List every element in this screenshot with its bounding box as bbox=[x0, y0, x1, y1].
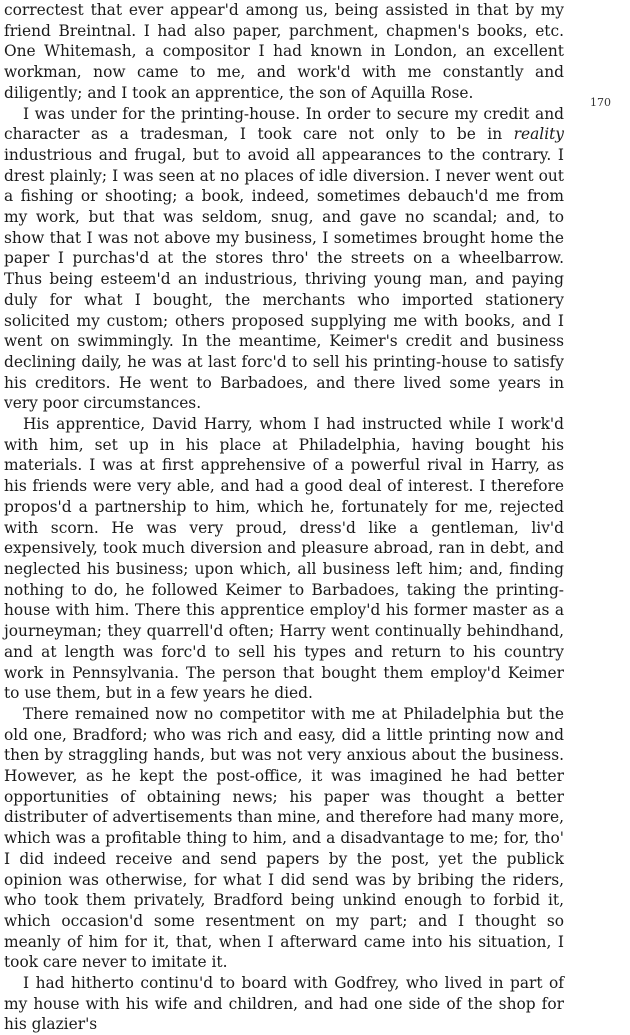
paragraph-text: I was under for the printing-house. In order to secure my credit and character as a tradesman, I took care not only to be in bbox=[4, 104, 564, 144]
paragraph-text: industrious and frugal, but to avoid all appearances to the contrary. I drest plainly; I was seen at no places of idle diversion. I never went out a fishing or shooting; a book, indeed, sometimes debauch'd me from my work, but that was seldom, snug, and gave no scandal; and, to show that I was not above my business, I sometimes brought home the paper I purchas'd at the stores thro' the streets on a wheelbarrow. Thus being esteem'd an industrious, thriving young man, and paying duly for what I bought, the merchants who imported stationery solicited my custom; others proposed supplying me with books, and I went on swimmingly. In the meantime, Keimer's credit and business declining daily, he was at last forc'd to sell his printing-house to satisfy his creditors. He went to Barbadoes, and there lived some years in very poor circumstances. bbox=[4, 145, 564, 413]
paragraph-text: His apprentice, David Harry, whom I had instructed while I work'd with him, set up in his place at Philadelphia, having bought his materials. I was at first apprehensive of a powerful rival in Harry, as his friends were very able, and had a good deal of interest. I therefore propos'd a partnership to him, which he, fortunately for me, rejected with scorn. He was very proud, dress'd like a gentleman, liv'd expensively, took much diversion and pleasure abroad, ran in debt, and neglected his business; upon which, all business left him; and, finding nothing to do, he followed Keimer to Barbadoes, taking the printing-house with him. There this apprentice employ'd his former master as a journeyman; they quarrell'd often; Harry went continually behindhand, and at length was forc'd to sell his types and return to his country work in Pennsylvania. The person that bought them employ'd Keimer to use them, but in a few years he died. bbox=[4, 415, 564, 703]
paragraph-david-harry bbox=[4, 414, 564, 704]
paragraph-text: I had hitherto continu'd to board with Godfrey, who lived in part of my house with his wife and children, and had one side of the shop for his glazier's bbox=[4, 974, 564, 1034]
paragraph-bradford bbox=[4, 704, 564, 973]
emphasis-reality: reality bbox=[513, 125, 564, 144]
margin-line-number: 170 bbox=[590, 96, 611, 109]
paragraph-printing-house bbox=[4, 104, 564, 415]
paragraph-godfrey bbox=[4, 973, 564, 1035]
paragraph-text: There remained now no competitor with me at Philadelphia but the old one, Bradford; who was rich and easy, did a little printing now and then by straggling hands, but was not very anxious about the business. However, as he kept the post-office, it was imagined he had better opportunities of obtaining news; his paper was thought a better distributer of advertisements than mine, and therefore had many more, which was a profitable thing to him, and a disadvantage to me; for, tho' I did indeed receive and send papers by the post, yet the publick opinion was otherwise, for what I did send was by bribing the riders, who took them privately, Bradford being unkind enough to forbid it, which occasion'd some resentment on my part; and I thought so meanly of him for it, that, when I afterward came into his situation, I took care never to imitate it. bbox=[4, 704, 564, 972]
paragraph-text: correctest that ever appear'd among us, being assisted in that by my friend Breintnal. I had also paper, parchment, chapmen's books, etc. One Whitemash, a compositor I had known in London, an excellent workman, now came to me, and work'd with me constantly and diligently; and I took an apprentice, the son of Aquilla Rose. bbox=[4, 1, 564, 102]
paragraph-breintnal bbox=[4, 0, 564, 104]
page-body bbox=[4, 0, 564, 1035]
